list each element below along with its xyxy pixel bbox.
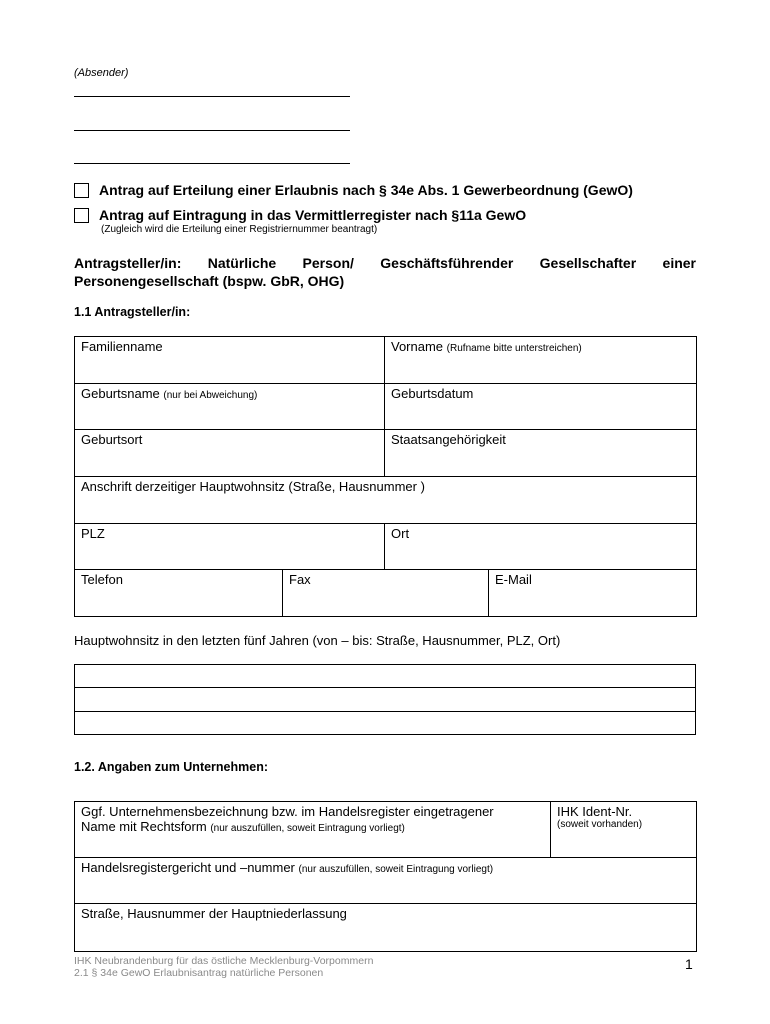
staatsangehoerigkeit-field[interactable] — [385, 430, 697, 477]
email-field[interactable] — [489, 570, 697, 617]
sender-line-3[interactable] — [74, 163, 350, 164]
hauptniederlassung-field[interactable] — [75, 904, 697, 952]
ihk-ident-label: IHK Ident-Nr. — [557, 804, 633, 819]
email-label: E-Mail — [495, 572, 532, 587]
geburtsort-field[interactable] — [75, 430, 385, 477]
company-table — [74, 801, 697, 952]
heading-line-2: Personengesellschaft (bspw. GbR, OHG) — [74, 273, 345, 289]
option-register-label: Antrag auf Eintragung in das Vermittlerregister nach §11a GewO — [99, 207, 527, 223]
heading-word: Geschäftsführender — [380, 255, 514, 271]
fax-label: Fax — [289, 572, 311, 587]
ihk-ident-note: (soweit vorhanden) — [557, 819, 643, 830]
telefon-field[interactable] — [75, 570, 283, 617]
vorname-field[interactable] — [385, 337, 697, 384]
ihk-ident-field[interactable] — [551, 802, 697, 858]
hauptniederlassung-label: Straße, Hausnummer der Hauptniederlassung — [81, 906, 347, 921]
anschrift-field[interactable] — [75, 477, 697, 524]
option-erlaubnis-label: Antrag auf Erteilung einer Erlaubnis nach § 34e Abs. 1 Gewerbeordnung (GewO) — [99, 182, 633, 198]
heading-word: einer — [662, 255, 696, 271]
vorname-note: (Rufname bitte unterstreichen) — [446, 343, 582, 354]
handelsregister-field[interactable] — [75, 858, 697, 904]
heading-word: Person/ — [302, 255, 354, 271]
familienname-label: Familienname — [81, 339, 163, 354]
geburtsname-field[interactable] — [75, 384, 385, 430]
anschrift-label: Anschrift derzeitiger Hauptwohnsitz (Straße, Hausnummer ) — [81, 479, 425, 494]
familienname-field[interactable] — [75, 337, 385, 384]
residence-row-2[interactable] — [75, 688, 696, 712]
ort-label: Ort — [391, 526, 410, 541]
footer-line-2: 2.1 § 34e GewO Erlaubnisantrag natürliche Personen — [74, 967, 324, 979]
option-erlaubnis — [74, 182, 633, 198]
heading-word: Natürliche — [207, 255, 277, 271]
geburtsdatum-field[interactable] — [385, 384, 697, 430]
bezeichnung-text: Ggf. Unternehmensbezeichnung bzw. im Handelsregister eingetragener — [81, 804, 494, 819]
sender-line-1[interactable] — [74, 96, 350, 97]
option-register-note: (Zugleich wird die Erteilung einer Registriernummer beantragt) — [101, 224, 378, 235]
ort-field[interactable] — [385, 524, 697, 570]
geburtsname-note: (nur bei Abweichung) — [163, 390, 258, 401]
fax-field[interactable] — [283, 570, 489, 617]
geburtsort-label: Geburtsort — [81, 432, 143, 447]
vorname-label: Vorname — [391, 339, 444, 354]
checkbox-erlaubnis[interactable] — [74, 183, 89, 198]
residence-table — [74, 664, 696, 735]
bezeichnung-note: (nur auszufüllen, soweit Eintragung vorliegt) — [210, 823, 405, 834]
checkbox-register[interactable] — [74, 208, 89, 223]
handelsregister-label: Handelsregistergericht und –nummer — [81, 860, 295, 875]
residence-row-3[interactable] — [75, 712, 696, 735]
handelsregister-note: (nur auszufüllen, soweit Eintragung vorliegt) — [298, 864, 494, 875]
heading-word: Antragsteller/in: — [74, 255, 182, 271]
residence-intro: Hauptwohnsitz in den letzten fünf Jahren (von – bis: Straße, Hausnummer, PLZ, Ort) — [74, 633, 561, 648]
unternehmensbezeichnung-field[interactable] — [75, 802, 551, 858]
sender-label: (Absender) — [74, 67, 129, 79]
section-2-title: 1.2. Angaben zum Unternehmen: — [74, 760, 269, 774]
applicant-table — [74, 336, 697, 617]
section-1-title: 1.1 Antragsteller/in: — [74, 305, 191, 319]
geburtsname-label: Geburtsname — [81, 386, 160, 401]
geburtsdatum-label: Geburtsdatum — [391, 386, 474, 401]
plz-label: PLZ — [81, 526, 105, 541]
footer — [74, 955, 373, 979]
telefon-label: Telefon — [81, 572, 123, 587]
footer-line-1: IHK Neubrandenburg für das östliche Mecklenburg-Vorpommern — [74, 955, 374, 967]
sender-line-2[interactable] — [74, 130, 350, 131]
heading-word: Gesellschafter — [539, 255, 637, 271]
page-number: 1 — [685, 956, 693, 972]
bezeichnung-line-2: Name mit Rechtsform — [81, 819, 207, 834]
applicant-heading — [74, 254, 696, 290]
staatsangehoerigkeit-label: Staatsangehörigkeit — [391, 432, 506, 447]
plz-field[interactable] — [75, 524, 385, 570]
option-register — [74, 207, 526, 223]
residence-row-1[interactable] — [75, 665, 696, 688]
bezeichnung-line-1 — [81, 804, 544, 819]
